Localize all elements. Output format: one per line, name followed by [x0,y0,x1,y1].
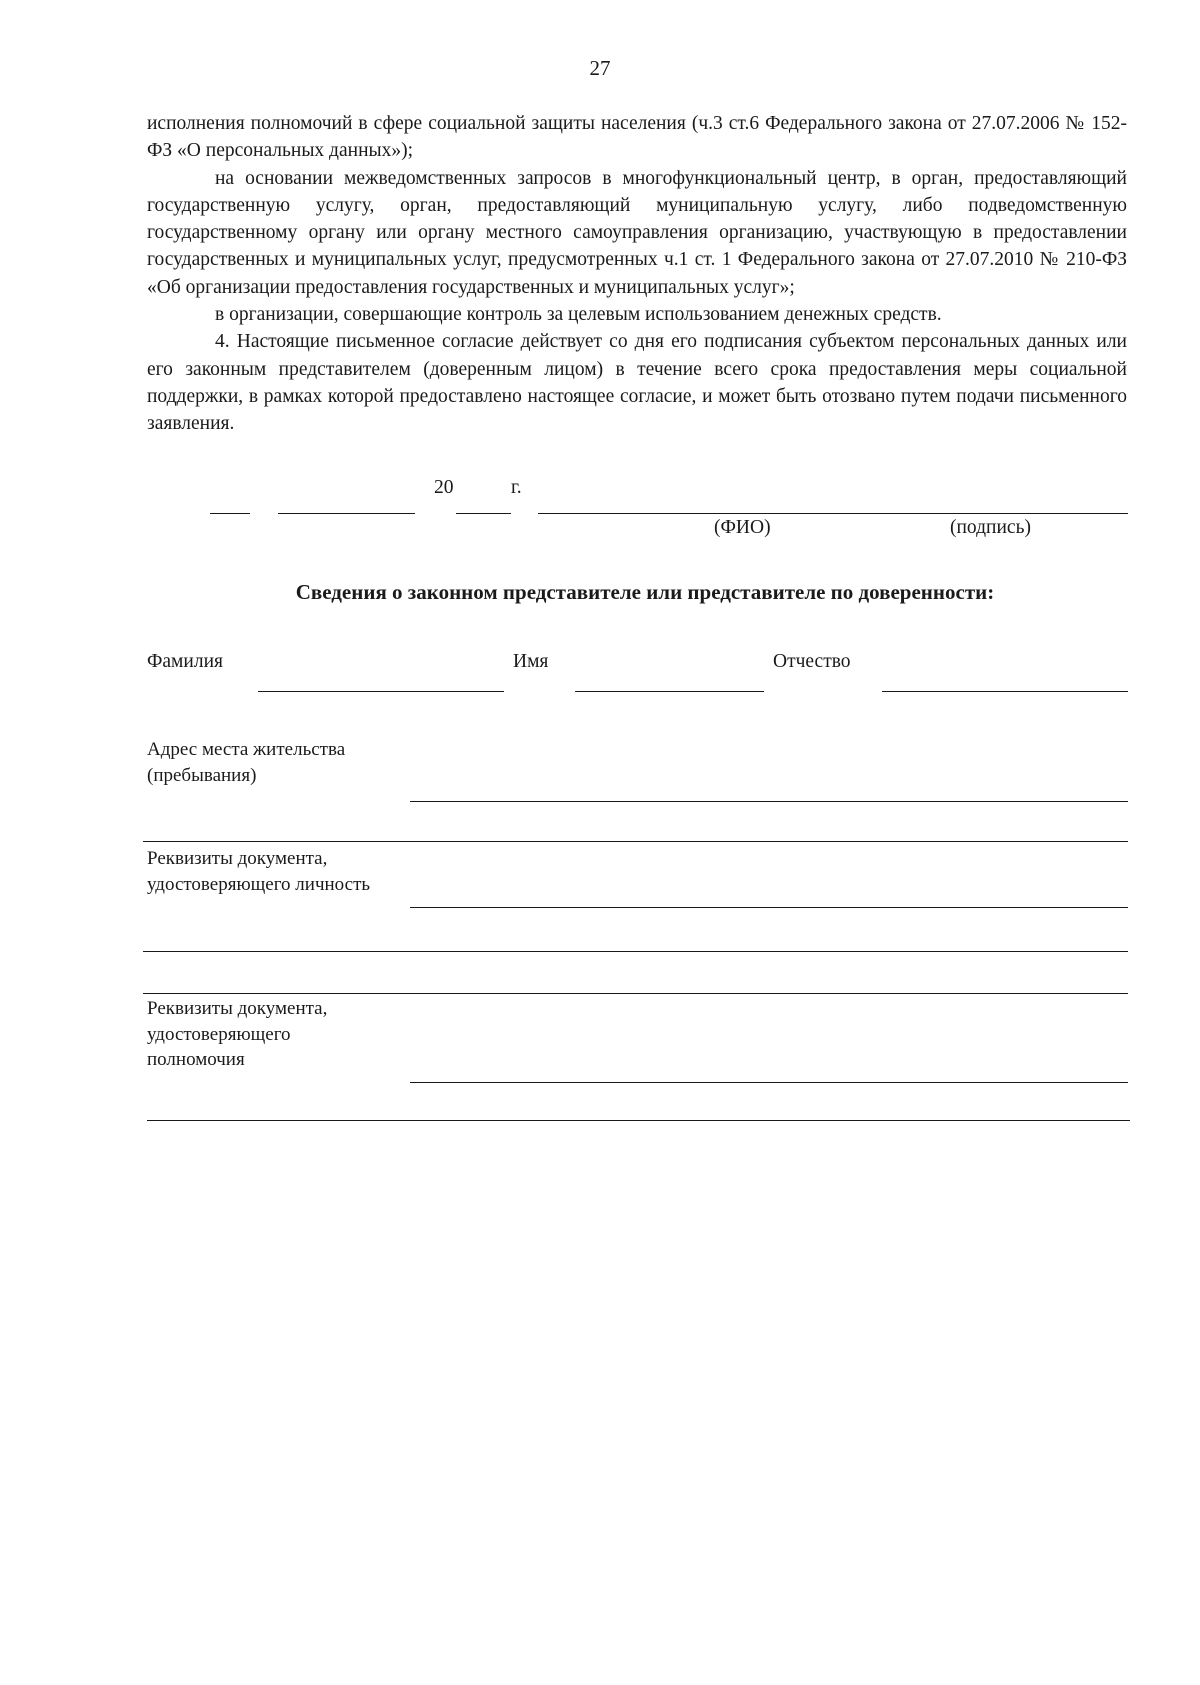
paragraph: в организации, совершающие контроль за целевым использованием денежных средств. [215,304,942,326]
paragraph: 4. Настоящие письменное согласие действует со дня его подписания субъектом персональных данных или его законным представителем (доверенным лицом) в течение всего срока предоставления меры социальной поддержки, в рамках которой предоставлено настоящее согласие, и может быть отозвано путем подачи письменного заявления. [147,331,1127,435]
patronymic-field[interactable] [882,691,1128,692]
signature-label: (подпись) [950,517,1031,538]
year-prefix: 20 [434,477,454,498]
name-label: Имя [513,651,549,672]
year-line[interactable] [456,513,511,514]
fio-label: (ФИО) [714,517,771,538]
page-number: 27 [589,56,611,80]
paragraph: исполнения полномочий в сфере социальной защиты населения (ч.3 ст.6 Федерального закона от 27.07.2006 № 152-ФЗ «О персональных данных»); [147,113,1127,162]
id-document-field-line-2[interactable] [143,951,1128,952]
paragraph: на основании межведомственных запросов в многофункциональный центр, в орган, предоставляющий государственную услугу, орган, предоставляющий муниципальную услугу, либо подведомственную государственному органу или органу местного самоуправления организацию, участвующую в предоставлении государственных и муниципальных услуг, предусмотренных ч.1 ст. 1 Федерального закона от 27.07.2010 № 210-ФЗ «Об организации предоставления государственных и муниципальных услуг»; [147,167,1127,298]
day-line[interactable] [210,513,250,514]
address-field-line-2[interactable] [143,841,1128,842]
address-field-line-1[interactable] [410,801,1128,802]
surname-field[interactable] [258,691,504,692]
authority-document-field-line-2[interactable] [147,1120,1130,1121]
id-document-field-line-3[interactable] [143,993,1128,994]
section-title: Сведения о законном представителе или представителе по доверенности: [295,580,995,604]
address-label: Адрес места жительства (пребывания) [147,739,346,786]
year-suffix: г. [511,477,522,498]
surname-label: Фамилия [147,651,223,672]
id-document-label: Реквизиты документа, удостоверяющего личность [147,848,371,895]
month-line[interactable] [278,513,415,514]
authority-document-field-line-1[interactable] [410,1082,1128,1083]
consent-text [147,110,1127,438]
name-field[interactable] [575,691,764,692]
patronymic-label: Отчество [773,651,851,672]
authority-document-label: Реквизиты документа, удостоверяющего полномочия [147,998,328,1070]
id-document-field-line-1[interactable] [410,907,1128,908]
fio-signature-line[interactable] [538,513,1128,514]
